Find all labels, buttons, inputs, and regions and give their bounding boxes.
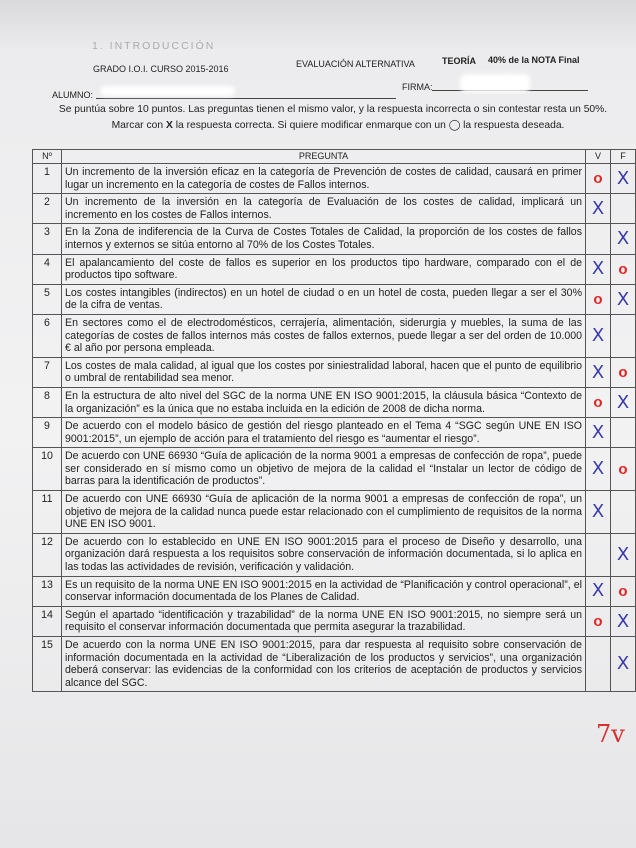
answer-true-cell[interactable] [586,314,611,357]
question-text: En sectores como el de electrodomésticos, cerrajería, alimentación, siderurgia y muebles, la suma de las categorías de costes de fallos internos más costes de fallos externos, puede llegar a ser del orden de 10.000 € al año por persona empleada. [62,314,586,357]
question-text: En la Zona de indiferencia de la Curva de Costes Totales de Calidad, la proporción de los costes de fallos internos y externos se sitúa entorno al 70% de los Costes Totales. [62,224,586,254]
answer-true-cell[interactable] [586,606,611,636]
cross-mark: X [591,197,605,219]
col-question: PREGUNTA [62,150,586,164]
answer-false-cell[interactable] [611,576,636,606]
table-row [33,254,636,284]
question-text: El apalancamiento del coste de fallos es superior en los productos tipo hardware, comparado con el de productos tipo software. [62,254,586,284]
table-row [33,491,636,534]
table-row [33,606,636,636]
table-row [33,387,636,417]
cross-mark: X [591,421,605,443]
circle-mark: o [593,291,603,309]
cross-mark: X [616,610,630,632]
table-row [33,533,636,576]
cross-mark: X [591,325,605,347]
handwritten-grade: 7v [596,720,625,748]
answer-false-cell[interactable] [611,254,636,284]
cross-mark: X [616,543,630,565]
cross-mark: X [591,258,605,280]
section-heading: 1. INTRODUCCIÓN [92,40,216,52]
answer-false-cell[interactable] [611,448,636,491]
answer-false-cell[interactable] [611,194,636,224]
signature-label: FIRMA: [402,82,433,92]
question-text: De acuerdo con el modelo básico de gestión del riesgo planteado en el Tema 4 “SGC según UNE EN ISO 9001:2015”, un ejemplo de acción para el tratamiento del riesgo es “aumentar el riesgo”. [62,418,586,448]
circle-mark: o [618,460,628,478]
circle-mark: o [593,170,603,188]
weight-label: 40% de la NOTA Final [488,55,580,65]
answer-false-cell[interactable] [611,357,636,387]
table-row [33,194,636,224]
theory-label: TEORÍA [442,56,477,66]
circle-mark: o [618,582,628,600]
answer-false-cell[interactable] [611,314,636,357]
question-number: 7 [33,357,62,387]
table-row [33,576,636,606]
answer-true-cell[interactable] [586,491,611,534]
answer-true-cell[interactable] [586,254,611,284]
answer-false-cell[interactable] [611,284,636,314]
answer-false-cell[interactable] [611,637,636,692]
question-number: 14 [33,606,62,636]
question-number: 13 [33,576,62,606]
answer-true-cell[interactable] [586,357,611,387]
answer-false-cell[interactable] [611,418,636,448]
table-row [33,284,636,314]
answer-true-cell[interactable] [586,533,611,576]
answer-true-cell[interactable] [586,576,611,606]
questions-table [32,149,636,692]
answer-false-cell[interactable] [611,387,636,417]
question-text: Es un requisito de la norma UNE EN ISO 9001:2015 en la actividad de “Planificación y control operacional”, el conservar información documentada de los Planes de Calidad. [62,576,586,606]
cross-mark: X [616,167,630,189]
question-text: Los costes intangibles (indirectos) en un hotel de ciudad o en un hotel de costa, pueden llegar a ser el 30% de la cifra de ventas. [62,284,586,314]
table-row [33,448,636,491]
answer-false-cell[interactable] [611,224,636,254]
question-text: Según el apartado “identificación y trazabilidad” de la norma UNE EN ISO 9001:2015, no siempre será un requisito el conservar información documentada que permita asegurar la trazabilidad. [62,606,586,636]
circle-icon: ◯ [448,120,461,131]
question-number: 3 [33,224,62,254]
table-row [33,314,636,357]
cross-mark: X [591,361,605,383]
col-true: V [586,150,611,164]
question-number: 15 [33,637,62,692]
table-row [33,418,636,448]
answer-true-cell[interactable] [586,194,611,224]
cross-mark: X [616,391,630,413]
cross-mark: X [591,501,605,523]
answer-true-cell[interactable] [586,224,611,254]
circle-mark: o [618,364,628,382]
cross-mark: X [616,288,630,310]
question-number: 12 [33,533,62,576]
instructions-line-2: Marcar con X la respuesta correcta. Si quiere modificar enmarque con un ◯ la respuesta deseada. [111,120,565,131]
table-row [33,357,636,387]
cross-mark: X [616,228,630,250]
cross-mark: X [591,458,605,480]
question-text: De acuerdo con lo establecido en UNE EN ISO 9001:2015 para el proceso de Diseño y desarrollo, una organización dará respuesta a los requisitos sobre conservación de información documentada, si lo aplica en las todas las actividades de revisión, verificación y validación. [62,533,586,576]
question-text: En la estructura de alto nivel del SGC de la norma UNE EN ISO 9001:2015, la cláusula básica “Contexto de la organización” es la única que no estaba incluida en la edición de 2008 de dicha norma. [62,387,586,417]
student-label: ALUMNO: [52,90,94,100]
cross-mark: X [616,653,630,675]
question-number: 6 [33,314,62,357]
question-text: De acuerdo con la norma UNE EN ISO 9001:2015, para dar respuesta al requisito sobre conservación de información documentada en la actividad de “Liberalización de los productos y servicios”, una organización deberá conservar: las evidencias de la conformidad con los criterios de aceptación de productos y servicios alcance del SGC. [62,637,586,692]
answer-false-cell[interactable] [611,491,636,534]
answer-true-cell[interactable] [586,418,611,448]
question-number: 10 [33,448,62,491]
circle-mark: o [593,394,603,412]
answer-true-cell[interactable] [586,387,611,417]
table-row [33,164,636,194]
circle-mark: o [618,260,628,278]
table-row [33,637,636,692]
answer-false-cell[interactable] [611,533,636,576]
question-text: Los costes de mala calidad, al igual que los costes por siniestralidad laboral, hacen que el punto de equilibrio o umbral de rentabilidad sea menor. [62,357,586,387]
question-number: 4 [33,254,62,284]
question-text: De acuerdo con UNE 66930 “Guía de aplicación de la norma 9001 a empresas de confección de ropa”, puede ser considerado en sí mismo como un objetivo de mejora de la calidad el “Instalar un lector de código de barras para la identificación de productos”. [62,448,586,491]
question-number: 5 [33,284,62,314]
redacted-signature [460,74,530,92]
evaluation-label: EVALUACIÓN ALTERNATIVA [296,59,415,69]
cross-mark: X [591,580,605,602]
table-row [33,224,636,254]
col-false: F [611,150,636,164]
answer-true-cell[interactable] [586,164,611,194]
course-label: GRADO I.O.I. CURSO 2015-2016 [93,64,229,74]
question-number: 2 [33,194,62,224]
question-number: 1 [33,164,62,194]
question-text: De acuerdo con UNE 66930 “Guía de aplicación de la norma 9001 a empresas de confección de ropa”, un objetivo de mejora de la calidad nunca puede estar relacionado con el cumplimiento de requisitos de la norma UNE EN ISO 9001. [62,491,586,534]
answer-false-cell[interactable] [611,606,636,636]
answer-true-cell[interactable] [586,637,611,692]
col-number: Nº [33,150,62,164]
question-text: Un incremento de la inversión en la categoría de Evaluación de los costes de calidad, implicará un incremento en los costes de Fallos internos. [62,194,586,224]
question-text: Un incremento de la inversión eficaz en la categoría de Prevención de costes de calidad, causará en primer lugar un incremento en la categoría de costes de Fallos internos. [62,164,586,194]
redacted-name [100,86,235,96]
answer-false-cell[interactable] [611,164,636,194]
instructions-line-1: Se puntúa sobre 10 puntos. Las preguntas tienen el mismo valor, y la respuesta incorrecta o sin contestar resta un 50%. [58,104,608,115]
question-number: 8 [33,387,62,417]
question-number: 11 [33,491,62,534]
answer-true-cell[interactable] [586,448,611,491]
answer-true-cell[interactable] [586,284,611,314]
circle-mark: o [593,613,603,631]
question-number: 9 [33,418,62,448]
